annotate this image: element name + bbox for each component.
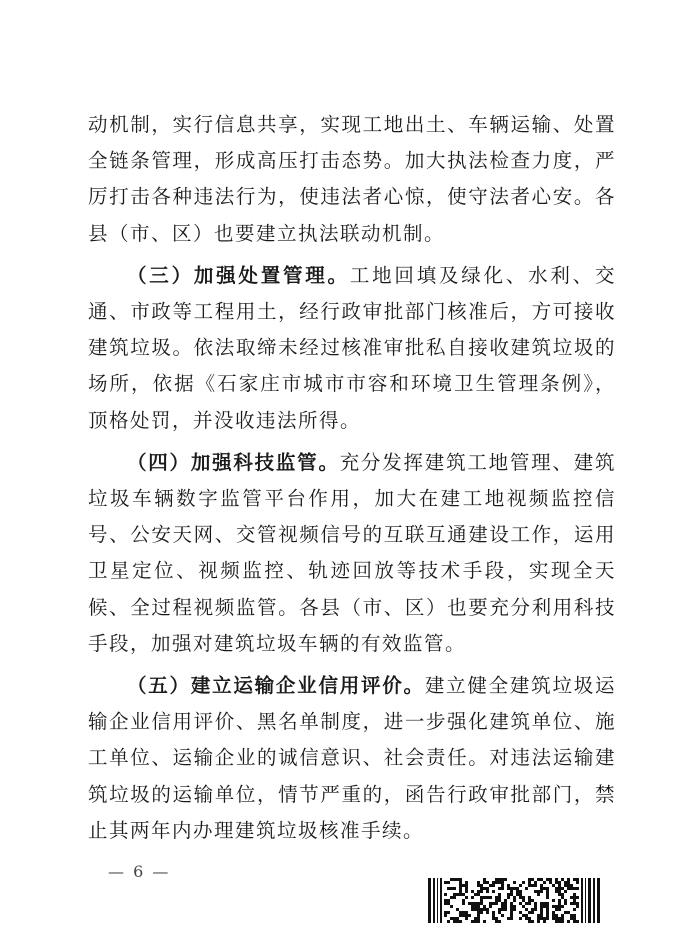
paragraph-3-heading: （四）加强科技监管。 — [127, 450, 340, 474]
barcode-icon — [428, 878, 603, 923]
paragraph-2 — [88, 258, 616, 439]
paragraph-1-text: 动机制，实行信息共享，实现工地出土、车辆运输、处置全链条管理，形成高压打击态势。加大执法检查力度，严厉打击各种违法行为，使违法者心惊，使守法者心安。各县（市、区）也要建立执法联动机制。 — [88, 113, 616, 245]
paragraph-2-heading: （三）加强处置管理。 — [127, 263, 350, 287]
paragraph-3 — [88, 445, 616, 662]
paragraph-1 — [88, 107, 616, 252]
document-body — [88, 107, 616, 849]
paragraph-4 — [88, 668, 616, 849]
paragraph-4-text: 建立健全建筑垃圾运输企业信用评价、黑名单制度，进一步强化建筑单位、施工单位、运输企业的诚信意识、社会责任。对违法运输建筑垃圾的运输单位，情节严重的，函告行政审批部门，禁止其两年内办理建筑垃圾核准手续。 — [88, 674, 616, 842]
paragraph-3-text: 充分发挥建筑工地管理、建筑垃圾车辆数字监管平台作用，加大在建工地视频监控信号、公安天网、交管视频信号的互联互通建设工作，运用卫星定位、视频监控、轨迹回放等技术手段，实现全天候、全过程视频监管。各县（市、区）也要充分利用科技手段，加强对建筑垃圾车辆的有效监管。 — [88, 450, 616, 655]
paragraph-4-heading: （五）建立运输企业信用评价。 — [127, 674, 425, 698]
page-number: — 6 — — [108, 862, 171, 881]
paragraph-2-text: 工地回填及绿化、水利、交通、市政等工程用土，经行政审批部门核准后，方可接收建筑垃圾。依法取缔未经过核准审批私自接收建筑垃圾的场所，依据《石家庄市城市市容和环境卫生管理条例》，顶格处罚，并没收违法所得。 — [88, 263, 616, 432]
